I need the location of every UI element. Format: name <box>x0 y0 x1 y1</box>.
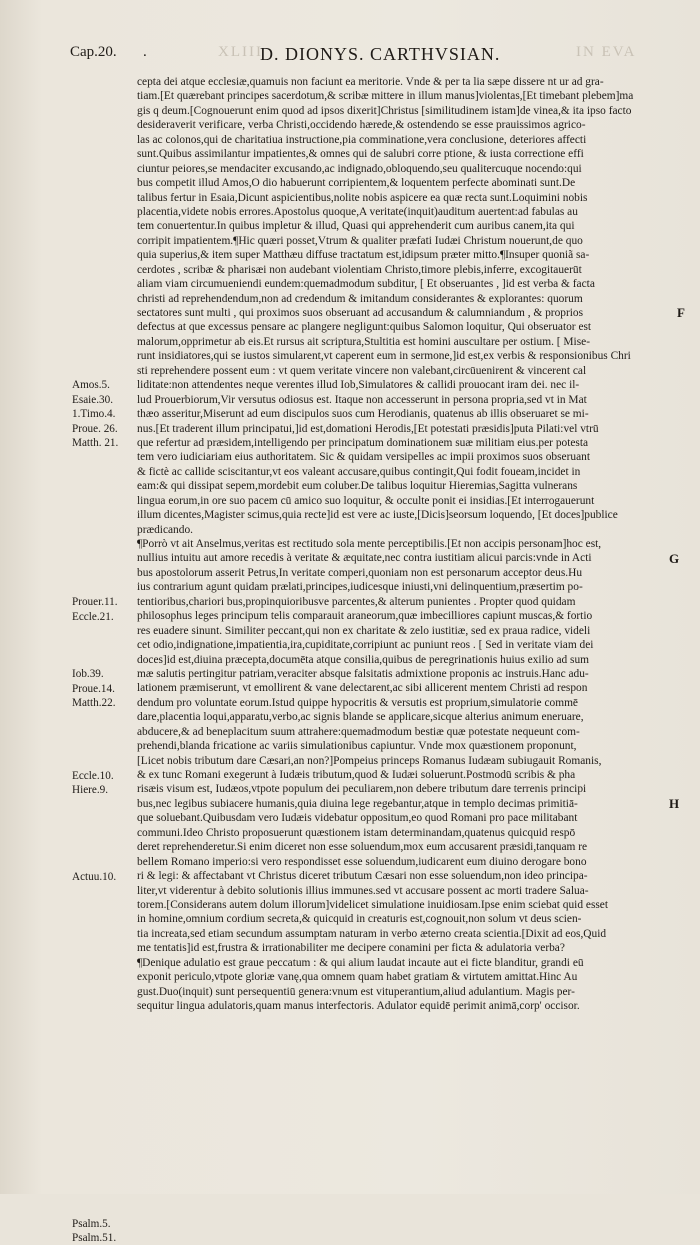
header-dot: . <box>143 44 147 60</box>
text-line: nus.[Et traderent illum principatui,]id est,domationi Herodis,[Et potestati præsidis]puta Pilati:vel vtrū <box>137 422 599 435</box>
text-line: prædicando. <box>137 523 193 536</box>
margin-reference: Proue.14. <box>72 682 115 695</box>
text-line: talibus fertur in Esaia,Dicunt aspicientibus,nolite nobis aspicere ea quæ recta sunt.Loquimini nobis <box>137 191 588 204</box>
margin-reference: Psalm.51. <box>72 1232 117 1244</box>
text-line: ¶Denique adulatio est graue peccatum : & qui alium laudat incaute aut ei ficte blanditur, grandi eū <box>137 956 584 969</box>
section-letter-h: H <box>669 796 680 811</box>
text-line: deret reprehenderetur.Si enim diceret non esse soluendum,mox eum accusarent præsidi,tanquam re <box>137 841 588 854</box>
text-line: defectus at que excessus pensare ac plangere negligunt:quibus Salomon loquitur, Qui obseruator est <box>137 321 592 334</box>
margin-reference: Amos.5. <box>72 379 110 392</box>
text-line: las ac colonos,qui de charitatiua instructione,pia comminatione,vera conclusione, deteriores affecti <box>137 133 587 146</box>
page-title: D. DIONYS. CARTHVSIAN. <box>260 44 501 64</box>
main-text-column <box>137 75 680 1013</box>
margin-reference: Eccle.10. <box>72 769 114 782</box>
margin-reference: Actuu.10. <box>72 870 117 883</box>
text-line: corripit impatientem.¶Hic quæri posset,Vtrum & qualiter præfati Iudæi Christum nouerunt,de quo <box>137 234 583 247</box>
text-line: mæ salutis pertingitur patriam,veraciter absque falsitatis admixtione proponis ac instruis.Hanc adu- <box>137 667 589 680</box>
text-line: lud Prouerbiorum,Vir versutus odiosus est. Itaque non accesserunt in persona propria,sed vt in Mat <box>137 393 587 406</box>
text-line: illum dicentes,Magister scimus,quia recte]id est vere ac iuste,[Dicis]seorsum loquendo, [Et doces]publice <box>137 509 618 522</box>
text-line: bellem Romano imperio:si vero respondisset esse soluendum,iudicarent eum diuino derogare bono <box>137 855 587 868</box>
text-line: bus competit illud Amos,O dio habuerunt corripientem,& loquentem perfecte abominati sunt.De <box>137 177 576 190</box>
margin-reference: Matth.22. <box>72 697 116 710</box>
text-line: ius contrarium agunt quidam prælati,principes,iudicesque iniusti,vni delinquentium,præsertim po- <box>137 581 583 594</box>
text-line: ri & legi: & affectabant vt Christus diceret tributum Cæsari non esse soluendum,non ideo principa- <box>137 870 588 883</box>
text-line: abducere,& ad beneplacitum suum attrahere:quemadmodum bestiæ quæ potestate nequeunt com- <box>137 725 580 738</box>
text-line: runt insidiatores,qui se iustos simularent,vt caperent eum in sermone,]id est,ex verbis & responsionibus Chri <box>137 350 631 363</box>
text-line: tia increata,sed etiam secundum assumptam naturam in verbo æterno creata scientia.[Dixit ad eos,Quid <box>137 927 607 940</box>
text-line: nullius intuitu aut amore recedis à veritate & æquitate,nec contra iustitiam alicui parcis:vnde in Acti <box>137 552 592 565</box>
text-line: liter,vt viderentur à debito solutionis illius immunes.sed vt accusare possent ac morti tradere Salua- <box>137 884 589 897</box>
text-line: que soluebant.Quibusdam vero Iudæis videbatur oppositum,eo quod Romani pro pace militabant <box>137 812 578 825</box>
text-line: eam:& qui dissipat sepem,mordebit eum coluber.De talibus loquitur Hieremias,Sagitta vulnerans <box>137 480 578 493</box>
text-line: sequitur lingua adulatoris,quam manus interfectoris. Adulator equidē perimit animā,corp' occisor. <box>137 1000 580 1012</box>
text-line: ¶Porrò vt ait Anselmus,veritas est rectitudo sola mente perceptibilis.[Et non accipis personam]hoc est, <box>137 538 602 550</box>
margin-reference: Psalm.5. <box>72 1217 111 1230</box>
text-line: tem vero iudiciariam eius authoritatem. Sic & quidam versipelles ac impii proximos suos obseruant <box>137 451 590 464</box>
text-line: in homine,omnium cordium secreta,& quicquid in creaturis est,cognouit,non solum vt deus scien- <box>137 913 582 926</box>
margin-reference: 1.Timo.4. <box>72 408 116 421</box>
text-line: que refertur ad præsidem,intelligendo per principatum dominationem suæ militiam eius.per potesta <box>137 436 589 449</box>
text-line: philosophus leges principum telis comparauit araneorum,quæ imbecilliores capiunt muscas,& fortio <box>137 610 593 623</box>
text-line: exponit periculo,vtpote gloriæ vanę,qua omnem quam habet gratiam & virtutem amittat.Hinc Au <box>137 971 578 984</box>
text-line: gis q deum.[Cognouerunt enim quod ad ipsos dixerit]Christus [similitudinem istam]de vinea,& ita ipso facto <box>137 104 632 117</box>
chapter-label: Cap.20. <box>70 44 117 60</box>
text-line: [Licet nobis tributum dare Cæsari,an non?]Pompeius princeps Romanus Iudæam subiugauit Romanis, <box>137 754 602 767</box>
margin-reference: Eccle.21. <box>72 610 114 623</box>
text-line: cerdotes , scribæ & pharisæi non audebant violentiam Christo,timore plebis,inferre, excogitauerūt <box>137 263 582 276</box>
text-line: dendum pro voluntate eorum.Istud quippe hypocritis & versutis est proprium,simulatorie commē <box>137 696 578 709</box>
text-line: desideraverit verificare, verba Christi,occidendo hærede,& ostendendo se esse prauissimos agrico- <box>137 119 586 132</box>
text-line: christi ad reprehendendum,non ad credendum & imitandum considerantes & explorantes: quorum <box>137 292 583 305</box>
margin-reference: Prouer.11. <box>72 596 118 609</box>
bleed-through-text-left: XLIII <box>218 44 263 60</box>
text-line: placentia,videte nobis errores.Apostolus quoque,A veritate(inquit)auditum auertent:ad fabulas au <box>137 205 578 218</box>
text-line: lingua eorum,in ore suo pacem cū amico suo loquitur, & occulte ponit ei insidias.[Et interrogauerunt <box>137 494 595 507</box>
text-line: torem.[Considerans autem dolum illorum]videlicet simulatione inuidiosam.Ipse enim sciebat quid esset <box>137 898 609 911</box>
text-line: gust.Duo(inquit) sunt persequentiū genera:vnum est vituperantium,aliud adulantium. Magis per- <box>137 985 575 998</box>
section-letter-g: G <box>669 551 680 566</box>
text-line: sectatores sunt multi , qui proximos suos obseruant ad accusandum & calumniandum , & proprios <box>137 307 584 319</box>
text-line: bus apostolorum asserit Petrus,In veritate comperi,quoniam non est personarum acceptor deus.Hu <box>137 566 583 579</box>
text-line: sunt.Quibus assimilantur impatientes,& omnes qui de salubri corre ptione, & iusta correctione effi <box>137 148 584 161</box>
text-line: aliam viam circumueniendi eundem:quemadmodum subditur, [ Et obseruantes , ]id est verba & facta <box>137 278 595 291</box>
text-line: risæis visum est, Iudæos,vtpote populum dei peculiarem,non debere tributum dare terrenis principi <box>137 783 587 796</box>
text-line: tentioribus,chariori bus,propinquioribusve parcentes,& alterum punientes . Propter quod quidam <box>137 595 576 608</box>
text-line: cepta dei atque ecclesiæ,quamuis non faciunt ea meritorie. Vnde & per ta lia sæpe dissere nt ur ad gra- <box>137 76 604 88</box>
text-line: thæo asseritur,Miserunt ad eum discipulos suos cum Herodianis, quatenus ab illis obseruaret se mi- <box>137 408 589 421</box>
text-line: & ex tunc Romani exegerunt à Iudæis tributum,quod & Iudæi soluerunt.Postmodū scribis & pha <box>137 769 576 781</box>
text-line: communi.Ideo Christo proposuerunt quæstionem istam determinandam,quatenus quicquid respō <box>137 826 576 839</box>
margin-reference: Hiere.9. <box>72 784 109 797</box>
text-line: lationem præmiserunt, vt emollirent & vane delectarent,ac sibi allicerent mentem Christi ad respon <box>137 682 588 695</box>
text-line: bus,nec legibus subiacere humanis,quia diuina lege regebantur,atque in templo decimas primitiā- <box>137 797 578 810</box>
text-line: res euadere sinunt. Similiter peccant,qui non ex charitate & zelo iustitiæ, sed ex praua radice, videli <box>137 624 591 637</box>
text-line: cet odio,indignatione,impatientia,ira,cupiditate,corripiunt ac puniunt reos . [ Sed in veritate viam dei <box>137 639 594 652</box>
margin-reference: Matth. 21. <box>72 437 119 450</box>
margin-reference: Iob.39. <box>72 668 104 681</box>
text-line: doces]id est,diuina præcepta,documēta atque consilia,quibus de peregrinationis huius exilio ad sum <box>137 653 590 666</box>
text-line: tem conuertentur.In quibus impletur & illud, Quasi qui apprehenderit cum auribus canem,ita qui <box>137 220 575 233</box>
text-line: me tentatis]id est,frustra & irrationabiliter me decipere conamini per ficta & adulatoria verba? <box>137 942 565 955</box>
text-line: quia superius,& item super Matthæu diffuse tractatum est,idipsum præter mitto.¶Insuper quoniã sa- <box>137 249 590 262</box>
text-line: prehendi,blanda fricatione ac variis simulationibus capiuntur. Vnde mox quæstionem proponunt, <box>137 740 577 753</box>
running-header <box>0 44 700 74</box>
text-line: & fictè ac callide sciscitantur,vt eos valeant accusare,quibus contingit,Qui fodit foueam,incidet in <box>137 465 581 478</box>
text-line: sti reprehendere possent eum : vt quem veritate vincere non valebant,circūuenirent & vincerent cal <box>137 364 587 377</box>
margin-reference: Proue. 26. <box>72 422 118 435</box>
text-line: liditate:non attendentes neque verentes illud Iob,Simulatores & callidi prouocant iram dei. nec il- <box>137 379 580 392</box>
text-line: tiam.[Et quærebant principes sacerdotum,& scribæ mittere in illum manus]violentas,[Et timebant plebem]ma <box>137 90 634 103</box>
text-line: malorum,opprimetur ab eis.Et rursus ait scriptura,Stultitia est homini auscultare per ostium. [ Mise- <box>137 335 591 348</box>
text-line: ciuntur peiores,se mendaciter excusando,ac indignado,obloquendo,seu qualitercuque nocendo:qui <box>137 162 582 175</box>
section-letter-f: F <box>677 305 685 320</box>
bleed-through-text-right: IN EVA <box>576 44 637 60</box>
text-line: dare,placentia loqui,apparatu,verbo,ac signis blande se applicare,sicque alterius animum eneruare, <box>137 711 584 724</box>
margin-reference: Esaie.30. <box>72 393 114 406</box>
